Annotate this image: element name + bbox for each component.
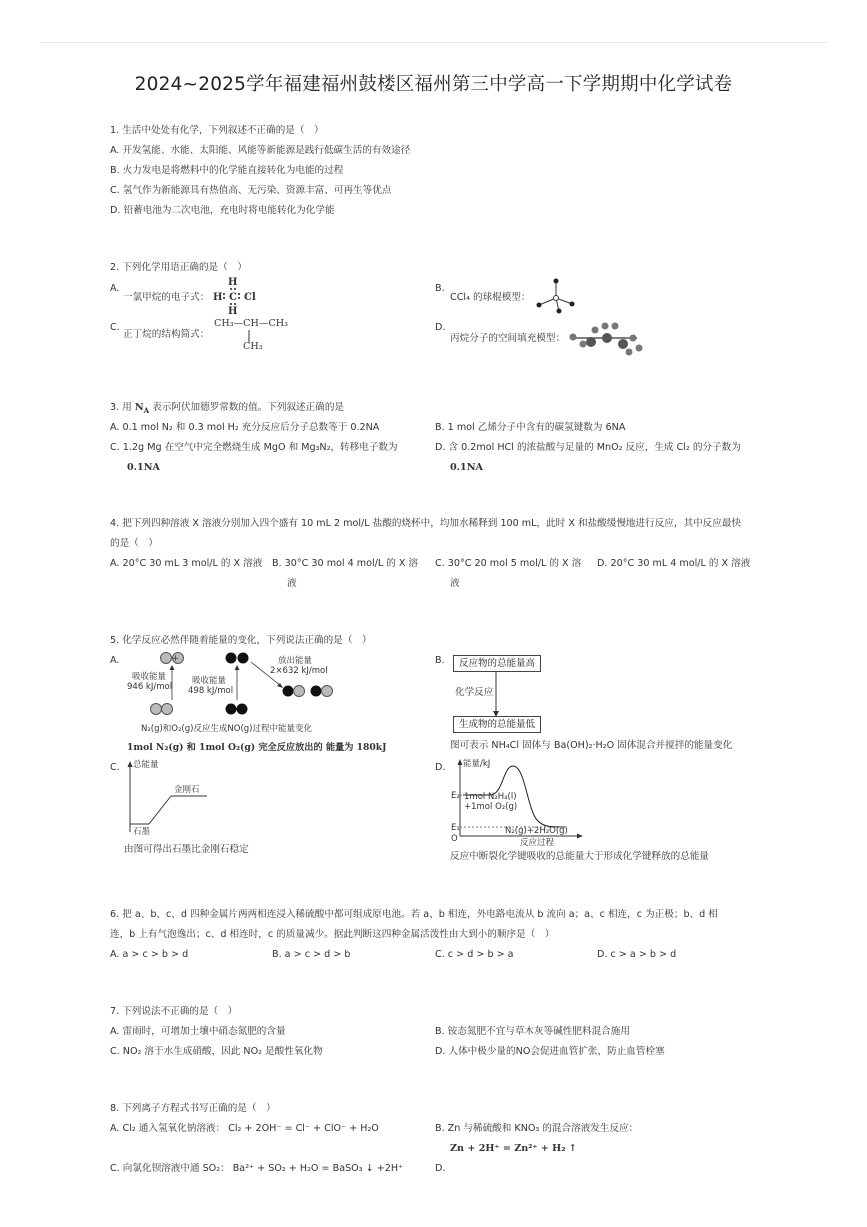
q2-c-formula-main: CH₃—CH—CH₃ [214,318,289,329]
q1-stem: 1. 生活中处处有化学，下列叙述不正确的是（ ） [110,125,324,136]
q6-option-a: A. a > c > b > d [110,949,189,960]
q5-option-a: 1mol N₂(g) 和 1mol O₂(g) 完全反应放出的 能量为 180kJ [127,742,387,753]
q4-stem-line2: 的是（ ） [110,538,158,549]
q2-option-b: CCl₄ 的球棍模型： [450,292,531,303]
q3-option-d-line1: D. 含 0.2mol HCl 的浓盐酸与足量的 MnO₂ 反应，生成 Cl₂ 的分子数为 [435,442,741,453]
q5-a-absorb1-val: 946 kJ/mol [127,682,173,692]
formula-cl: Cl [244,292,256,303]
q5-d-letter: D. [435,762,446,773]
q4-option-b-line2: 液 [287,578,297,589]
q5-b-letter: B. [435,655,445,666]
q5-c-letter: C. [110,762,120,773]
q3-stem [110,401,344,418]
q5-a-release: 放出能量 [278,656,313,666]
q5-d-xlabel: 反应过程 [520,838,555,848]
q7-option-b: B. 铵态氮肥不宜与草木灰等碱性肥料混合施用 [435,1026,630,1037]
q5-d-product: N₂(g)+2H₂O(g) [505,826,568,836]
q7-option-c: C. NO₂ 溶于水生成硝酸，因此 NO₂ 是酸性氧化物 [110,1046,323,1057]
q3-option-a: A. 0.1 mol N₂ 和 0.3 mol H₂ 充分反应后分子总数等于 0.2NA [110,422,380,433]
q5-b-mid: 化学反应 [455,687,494,698]
formula-h-top: H [228,277,238,288]
q2-option-c: 正丁烷的结构简式： [123,329,210,340]
q3-option-d-line2: 0.1NA [450,462,483,473]
formula-h-left: H [213,292,223,303]
ccl4-ball-stick-model [532,278,582,318]
q5-c-high: 金刚石 [174,785,200,795]
q8-option-b-line1: B. Zn 与稀硫酸和 KNO₃ 的混合溶液发生反应： [435,1123,639,1134]
q4-option-a: A. 20°C 30 mL 3 mol/L 的 X 溶液 [110,558,263,569]
q1-option-a: A. 开发氢能、水能、太阳能、风能等新能源是践行低碳生活的有效途径 [110,145,411,156]
q4-option-c-line2: 液 [450,578,460,589]
q3-stem-prefix: 3. 用 [110,402,132,413]
q5-d-ylabel: 能量/kJ [463,759,491,769]
q7-option-a: A. 雷雨时，可增加土壤中硝态氮肥的含量 [110,1026,286,1037]
page-title: 2024~2025学年福建福州鼓楼区福州第三中学高一下学期期中化学试卷 [134,74,733,95]
q3-option-c-line2: 0.1NA [127,462,160,473]
q5-a-absorb2: 吸收能量 [192,676,227,686]
q5-c-ylabel: 总能量 [133,760,159,770]
q2-c-formula-branch: CH₃ [243,341,263,352]
q6-stem-line2: 连，b 上有气泡逸出；c、d 相连时，c 的质量减少。据此判断这四种金属活泼性由大到小的顺序是（ ） [110,929,555,940]
q2-c-letter: C. [110,322,120,333]
page-top-rule [40,42,827,43]
q3-option-b: B. 1 mol 乙烯分子中含有的碳氢键数为 6NA [435,422,626,433]
q5-a-absorb2-val: 498 kJ/mol [188,686,234,696]
q8-option-c: C. 向氯化钡溶液中通 SO₂： Ba²⁺ + SO₂ + H₂O = BaSO₃ ↓ +2H⁺ [110,1163,404,1174]
q7-stem: 7. 下列说法不正确的是（ ） [110,1006,238,1017]
q2-d-letter: D. [435,322,446,333]
q5-b-top-box: 反应物的总能量高 [453,655,541,672]
q5-a-absorb1: 吸收能量 [132,672,167,682]
q5-d-reactant1: 1mol N₂H₄(l) [464,792,517,802]
q8-stem: 8. 下列离子方程式书写正确的是（ ） [110,1103,276,1114]
q2-a-letter: A. [110,283,120,294]
q8-option-a: A. Cl₂ 通入氢氧化钠溶液： Cl₂ + 2OH⁻ = Cl⁻ + ClO⁻ + H₂O [110,1123,379,1134]
propane-space-filling-model [565,318,645,358]
q4-option-b-line1: B. 30°C 30 mol 4 mol/L 的 X 溶 [272,558,419,569]
q4-option-d: D. 20°C 30 mL 4 mol/L 的 X 溶液 [597,558,751,569]
q2-stem: 2. 下列化学用语正确的是（ ） [110,262,247,273]
q5-option-d: 反应中断裂化学键吸收的总能量大于形成化学键释放的总能量 [450,851,710,862]
q5-a-release-val: 2×632 kJ/mol [270,666,328,676]
q5-a-plus: + [172,654,180,664]
q3-stem-suffix: 表示阿伏加德罗常数的值。下列叙述正确的是 [152,402,345,413]
q7-option-d: D. 人体中极少量的NO会促进血管扩张，防止血管栓塞 [435,1046,665,1057]
q2-b-letter: B. [435,283,445,294]
q6-option-c: C. c > d > b > a [435,949,514,960]
q5-stem: 5. 化学反应必然伴随着能量的变化，下列说法正确的是（ ） [110,635,372,646]
q3-stem-na: N [134,402,144,413]
q2-option-d: 丙烷分子的空间填充模型： [450,333,566,344]
q5-c-low: 石墨 [133,827,151,837]
q3-stem-na-sub: A [143,405,150,415]
q6-option-b: B. a > c > d > b [272,949,351,960]
q5-option-c: 由图可得出石墨比金刚石稳定 [124,844,249,855]
q1-option-b: B. 火力发电是将燃料中的化学能直接转化为电能的过程 [110,165,344,176]
q5-b-bottom-box: 生成物的总能量低 [453,716,541,733]
formula-c: C [229,292,237,303]
q1-option-c: C. 氢气作为新能源具有热值高、无污染、资源丰富、可再生等优点 [110,185,392,196]
formula-h-bottom: H [228,306,238,317]
q5-d-origin: O [451,834,458,844]
electron-dots [215,280,255,320]
q5-a-letter: A. [110,655,120,666]
q3-option-c-line1: C. 1.2g Mg 在空气中完全燃烧生成 MgO 和 Mg₃N₂，转移电子数为 [110,442,398,453]
q2-option-a: 一氯甲烷的电子式： [123,292,210,303]
q5-d-e1: E₁ [451,823,460,833]
q5-a-caption: N₂(g)和O₂(g)反应生成NO(g)过程中能量变化 [141,724,312,734]
q4-stem-line1: 4. 把下列四种溶液 X 溶液分别加入四个盛有 10 mL 2 mol/L 盐酸的烧杯中，均加水稀释到 100 mL，此时 X 和盐酸缓慢地进行反应，其中反应最快 [110,518,742,529]
q6-stem-line1: 6. 把 a、b、c、d 四种金属片两两相连浸入稀硫酸中都可组成原电池。若 a、b 相连，外电路电流从 b 流向 a；a、c 相连，c 为正极；b、d 相 [110,909,718,920]
q5-option-b: 图可表示 NH₄Cl 固体与 Ba(OH)₂·H₂O 固体混合并搅拌的能量变化 [450,740,733,751]
q1-option-d: D. 铅蓄电池为二次电池，充电时将电能转化为化学能 [110,205,335,216]
q5-d-reactant2: +1mol O₂(g) [464,802,518,812]
q5-d-e2: E₂ [451,791,460,801]
q4-option-c-line1: C. 30°C 20 mol 5 mol/L 的 X 溶 [435,558,582,569]
q8-option-b-line2: Zn + 2H⁺ = Zn²⁺ + H₂ ↑ [450,1143,577,1154]
q8-option-d: D. [435,1163,446,1174]
q6-option-d: D. c > a > b > d [597,949,677,960]
